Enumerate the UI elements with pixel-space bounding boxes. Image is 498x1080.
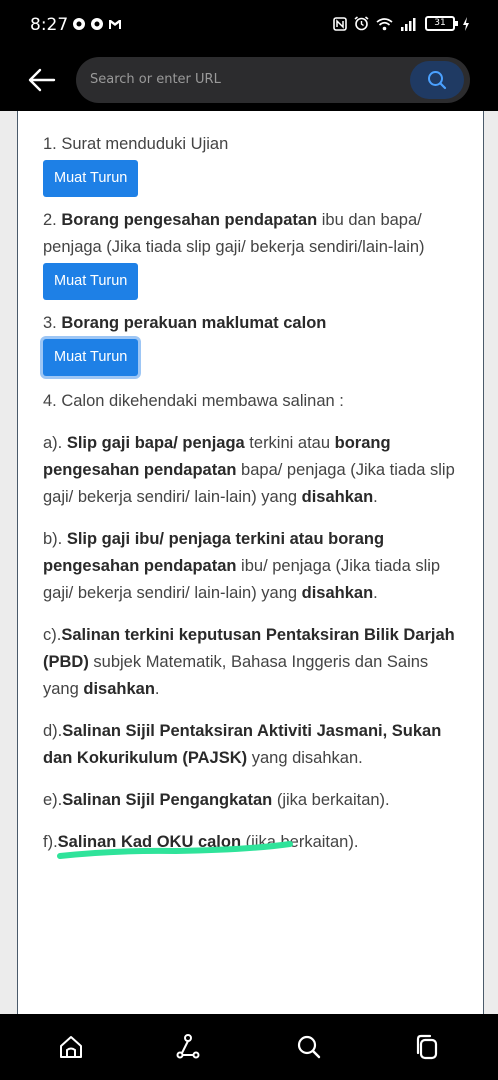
- item-3-prefix: 3.: [43, 314, 62, 332]
- a-mid-1: terkini atau: [244, 434, 335, 452]
- battery-level: 31: [434, 18, 446, 28]
- b-bold-1: Slip gaji ibu/ penjaga terkini atau borang pengesahan pendapatan: [43, 530, 385, 575]
- download-button-1[interactable]: Muat Turun: [43, 160, 138, 197]
- b-end: .: [373, 584, 378, 602]
- web-page: [0, 111, 498, 1014]
- download-button-2[interactable]: Muat Turun: [43, 263, 138, 300]
- item-2-rest: ibu dan bapa/ penjaga (Jika tiada slip gaji/ bekerja sendiri/lain-lain): [43, 211, 425, 256]
- list-item-3: [43, 310, 463, 376]
- list-item-4: 4. Calon dikehendaki membawa salinan :: [43, 392, 344, 410]
- f-prefix: f).: [43, 833, 58, 851]
- d-bold: Salinan Sijil Pentaksiran Aktiviti Jasmani, Sukan dan Kokurikulum (PAJSK): [43, 722, 442, 767]
- sub-item-a: [43, 430, 463, 511]
- item-3-text: [43, 310, 463, 337]
- sub-item-f: [43, 829, 463, 856]
- e-rest: (jika berkaitan).: [272, 791, 390, 809]
- list-item-1: [43, 131, 463, 197]
- gmail-icon: [108, 17, 122, 31]
- a-bold-3: disahkan: [301, 488, 374, 506]
- item-2-bold: Borang pengesahan pendapatan: [61, 211, 318, 229]
- f-rest: (jika berkaitan).: [241, 833, 359, 851]
- sub-item-d: [43, 718, 463, 772]
- item-3-bold: Borang perakuan maklumat calon: [61, 314, 327, 332]
- item-2-text: [43, 207, 463, 261]
- battery-icon: [425, 16, 455, 31]
- sub-item-b: [43, 526, 463, 607]
- c-bold-1: Salinan terkini keputusan Pentaksiran Bilik Darjah (PBD): [43, 626, 455, 671]
- content-card: [17, 111, 484, 1014]
- alarm-icon: [354, 16, 369, 31]
- c-bold-2: disahkan: [83, 680, 155, 698]
- status-time: 8:27: [30, 15, 69, 35]
- home-icon[interactable]: [57, 1033, 85, 1061]
- url-input[interactable]: Search or enter URL: [90, 72, 221, 87]
- d-rest: yang disahkan.: [247, 749, 363, 767]
- c-prefix: c).: [43, 626, 62, 644]
- sub-item-c: [43, 622, 463, 703]
- route-icon[interactable]: [174, 1033, 202, 1061]
- a-mid-2: bapa/ penjaga (Jika tiada slip gaji/ bekerja sendiri/ lain-lain) yang: [43, 461, 455, 506]
- signal-icon: [400, 17, 418, 31]
- download-button-3[interactable]: Muat Turun: [43, 339, 138, 376]
- a-end: .: [373, 488, 378, 506]
- search-icon[interactable]: [295, 1033, 323, 1061]
- notification-app-icon: [90, 17, 104, 31]
- bottom-nav-bar: [0, 1014, 498, 1080]
- notification-app-icon: [72, 17, 86, 31]
- nfc-icon: [333, 17, 347, 31]
- charging-icon: [462, 17, 470, 31]
- b-bold-2: disahkan: [301, 584, 374, 602]
- notification-icons: [72, 17, 122, 31]
- wifi-icon: [376, 17, 393, 31]
- a-bold-1: Slip gaji bapa/ penjaga: [66, 434, 245, 452]
- item-2-prefix: 2.: [43, 211, 62, 229]
- c-mid: subjek Matematik, Bahasa Inggeris dan Sains yang: [43, 653, 429, 698]
- tabs-icon[interactable]: [413, 1033, 441, 1061]
- d-prefix: d).: [43, 722, 63, 740]
- sub-item-e: [43, 787, 463, 814]
- system-status-icons: [333, 16, 470, 31]
- e-prefix: e).: [43, 791, 63, 809]
- list-item-2: [43, 207, 463, 300]
- b-prefix: b).: [43, 530, 67, 548]
- url-bar[interactable]: [76, 57, 470, 103]
- item-1-text: 1. Surat menduduki Ujian: [43, 135, 229, 153]
- a-prefix: a).: [43, 434, 67, 452]
- a-bold-2: borang pengesahan pendapatan: [43, 434, 391, 479]
- search-button[interactable]: [410, 61, 464, 99]
- status-bar: [0, 0, 498, 50]
- document-list: [43, 131, 463, 871]
- search-icon: [427, 70, 447, 90]
- e-bold: Salinan Sijil Pengangkatan: [62, 791, 273, 809]
- browser-toolbar: [0, 50, 498, 111]
- back-arrow-icon[interactable]: [26, 64, 58, 96]
- f-bold: Salinan Kad OKU calon: [57, 833, 242, 851]
- c-end: .: [154, 680, 160, 698]
- b-mid: ibu/ penjaga (Jika tiada slip gaji/ bekerja sendiri/ lain-lain) yang: [43, 557, 441, 602]
